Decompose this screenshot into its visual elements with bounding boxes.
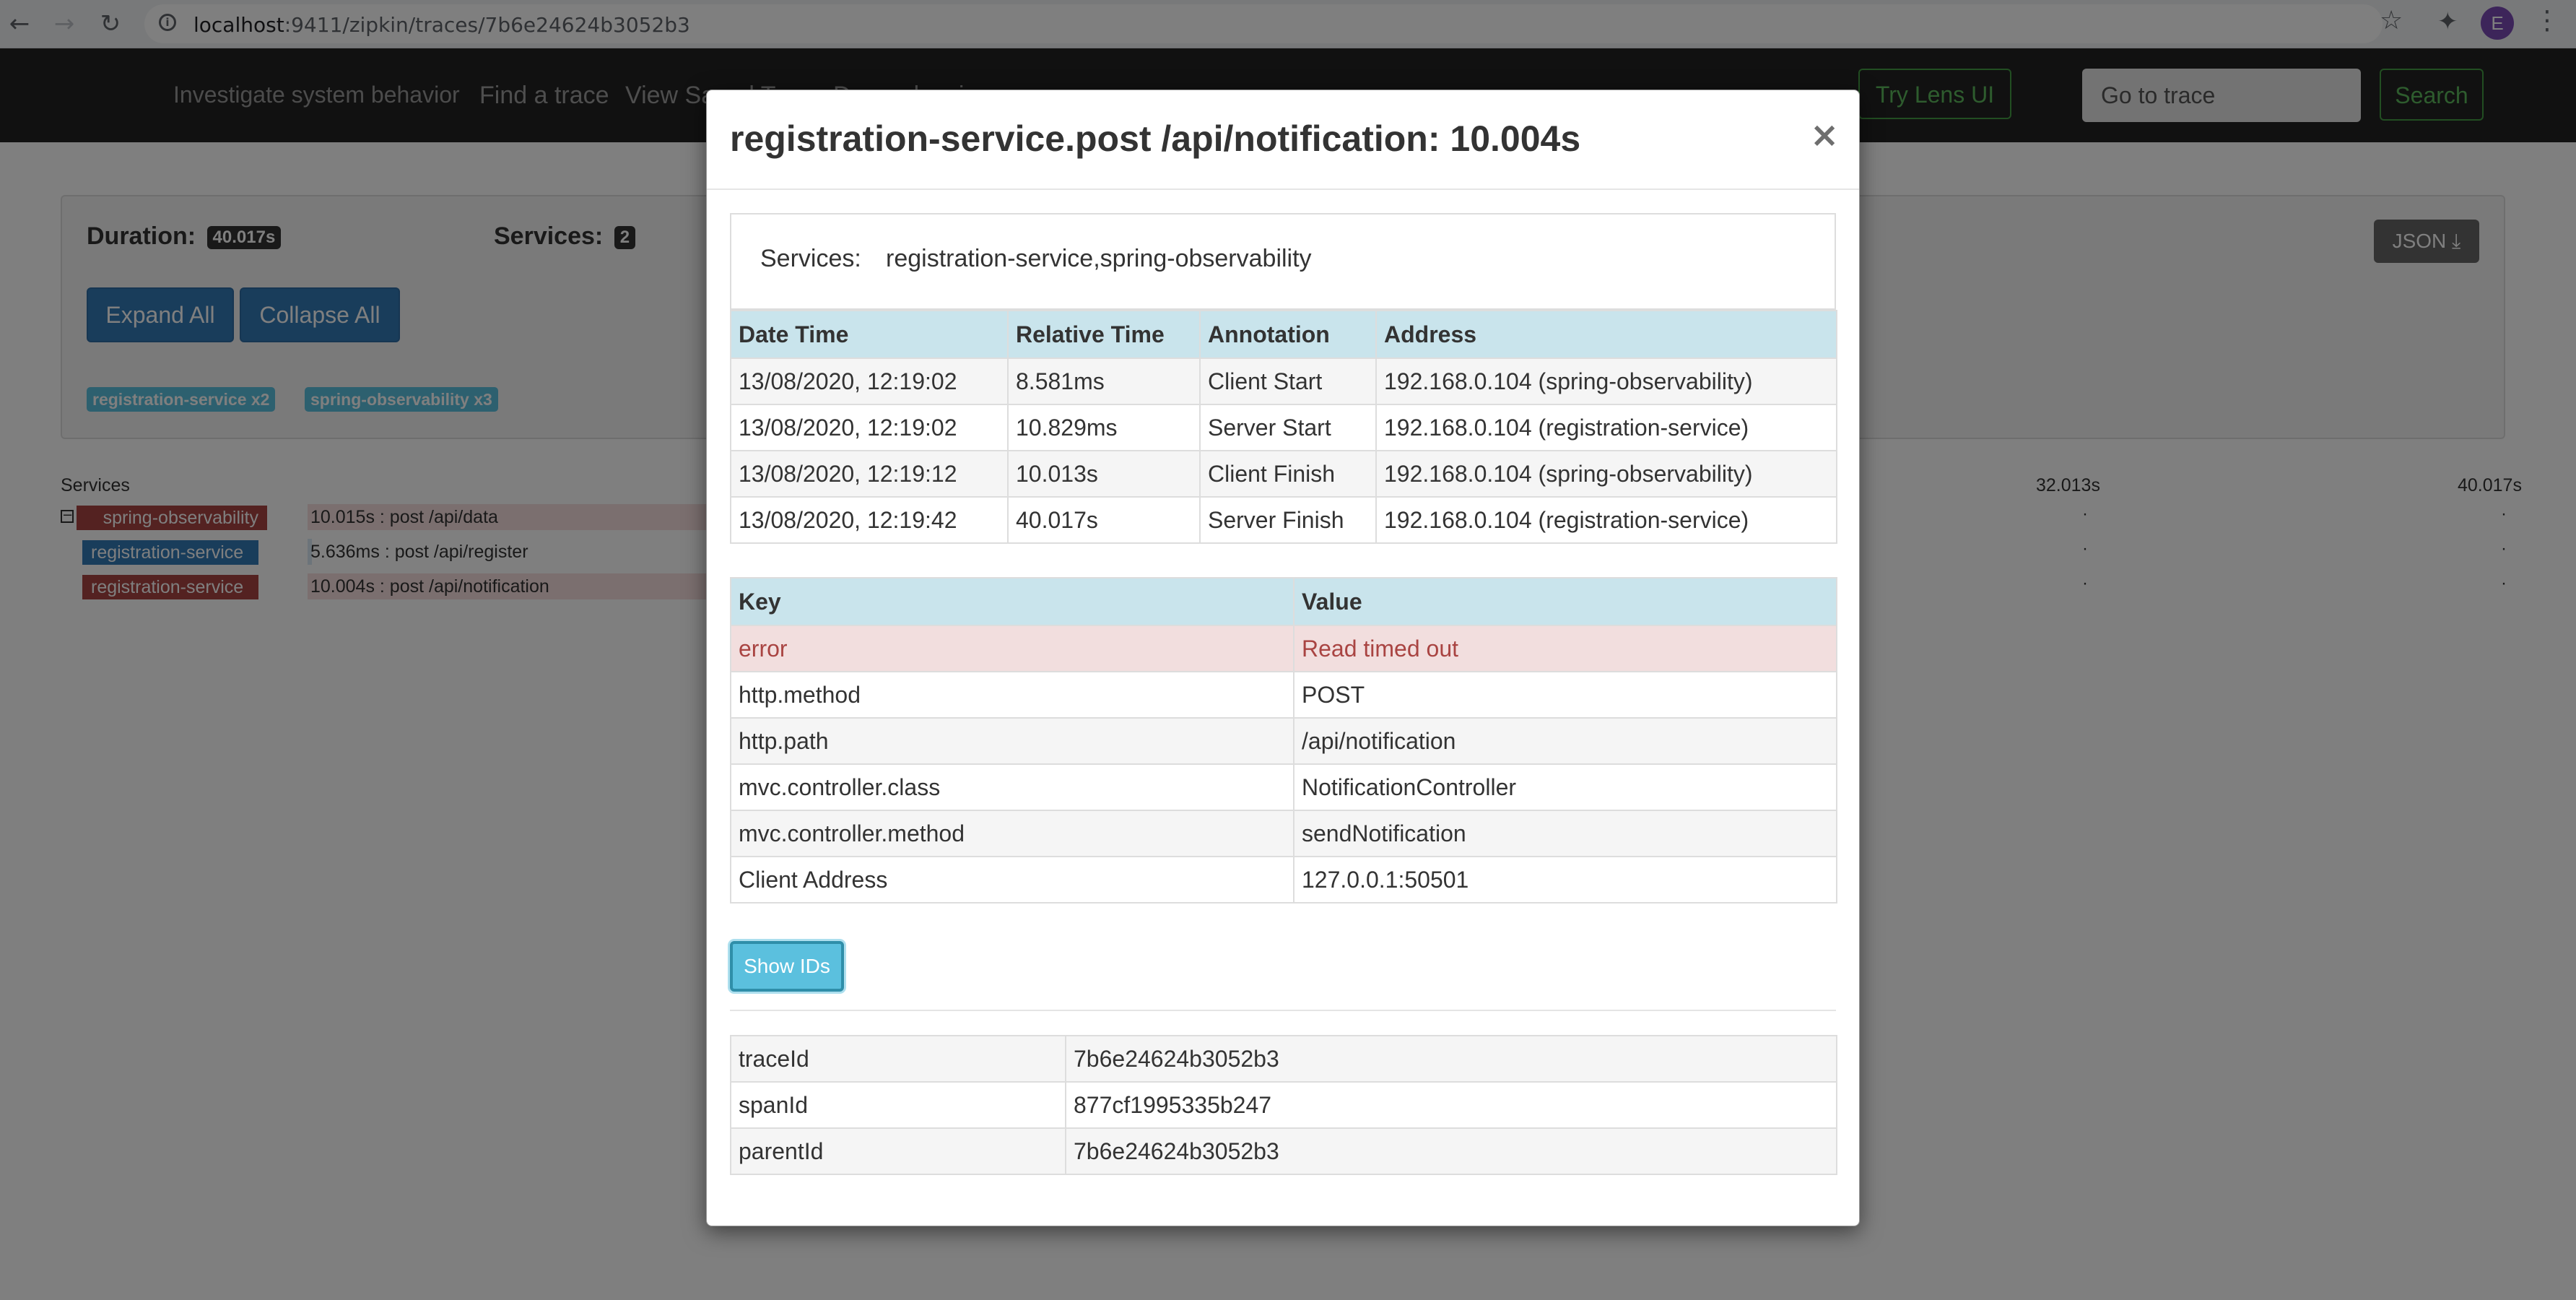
- annotations-table: [730, 310, 1837, 544]
- table-cell: sendNotification: [1294, 810, 1837, 857]
- ids-table: [730, 1035, 1837, 1175]
- table-cell: mvc.controller.method: [731, 810, 1294, 857]
- tags-table: [730, 577, 1837, 904]
- modal-title: registration-service.post /api/notification: 10.004s: [730, 118, 1581, 159]
- column-header: Address: [1376, 311, 1837, 358]
- table-cell: http.path: [731, 718, 1294, 764]
- table-cell: error: [731, 625, 1294, 672]
- table-row: [731, 497, 1837, 543]
- table-row: [731, 857, 1837, 903]
- table-cell: 7b6e24624b3052b3: [1066, 1036, 1837, 1082]
- table-cell: POST: [1294, 672, 1837, 718]
- table-row: [731, 1036, 1837, 1082]
- table-cell: 10.013s: [1008, 451, 1200, 497]
- table-row-error: [731, 625, 1837, 672]
- table-row: [731, 1082, 1837, 1128]
- table-cell: 13/08/2020, 12:19:42: [731, 497, 1008, 543]
- table-cell: Client Finish: [1200, 451, 1376, 497]
- column-header: Date Time: [731, 311, 1008, 358]
- table-cell: 192.168.0.104 (spring-observability): [1376, 451, 1837, 497]
- table-cell: 10.829ms: [1008, 404, 1200, 451]
- table-row: [731, 672, 1837, 718]
- table-cell: 192.168.0.104 (spring-observability): [1376, 358, 1837, 404]
- table-cell: 8.581ms: [1008, 358, 1200, 404]
- table-cell: 13/08/2020, 12:19:02: [731, 404, 1008, 451]
- column-header: Key: [731, 578, 1294, 625]
- table-cell: /api/notification: [1294, 718, 1837, 764]
- modal-services-label: Services:: [760, 245, 861, 272]
- table-row: [731, 764, 1837, 810]
- ids-divider: [730, 1010, 1836, 1011]
- table-header-row: [731, 311, 1837, 358]
- table-cell: 127.0.0.1:50501: [1294, 857, 1837, 903]
- column-header: Value: [1294, 578, 1837, 625]
- table-row: [731, 1128, 1837, 1174]
- table-cell: Server Start: [1200, 404, 1376, 451]
- table-cell: Read timed out: [1294, 625, 1837, 672]
- table-cell: NotificationController: [1294, 764, 1837, 810]
- table-cell: 192.168.0.104 (registration-service): [1376, 497, 1837, 543]
- close-icon[interactable]: ×: [1810, 115, 1840, 155]
- table-cell: Server Finish: [1200, 497, 1376, 543]
- table-cell: Client Start: [1200, 358, 1376, 404]
- table-cell: 40.017s: [1008, 497, 1200, 543]
- modal-services-box: [730, 213, 1836, 310]
- table-row: [731, 718, 1837, 764]
- table-cell: mvc.controller.class: [731, 764, 1294, 810]
- table-cell: parentId: [731, 1128, 1066, 1174]
- table-cell: 13/08/2020, 12:19:12: [731, 451, 1008, 497]
- table-cell: 13/08/2020, 12:19:02: [731, 358, 1008, 404]
- table-row: [731, 404, 1837, 451]
- table-cell: 7b6e24624b3052b3: [1066, 1128, 1837, 1174]
- modal-header-divider: [707, 188, 1859, 190]
- table-cell: http.method: [731, 672, 1294, 718]
- table-header-row: [731, 578, 1837, 625]
- column-header: Annotation: [1200, 311, 1376, 358]
- table-cell: 192.168.0.104 (registration-service): [1376, 404, 1837, 451]
- table-row: [731, 451, 1837, 497]
- modal-services-value: registration-service,spring-observability: [886, 245, 1312, 272]
- table-row: [731, 810, 1837, 857]
- table-cell: 877cf1995335b247: [1066, 1082, 1837, 1128]
- table-cell: Client Address: [731, 857, 1294, 903]
- show-ids-button[interactable]: Show IDs: [730, 941, 844, 992]
- table-cell: spanId: [731, 1082, 1066, 1128]
- column-header: Relative Time: [1008, 311, 1200, 358]
- table-cell: traceId: [731, 1036, 1066, 1082]
- table-row: [731, 358, 1837, 404]
- span-detail-modal: [706, 90, 1860, 1226]
